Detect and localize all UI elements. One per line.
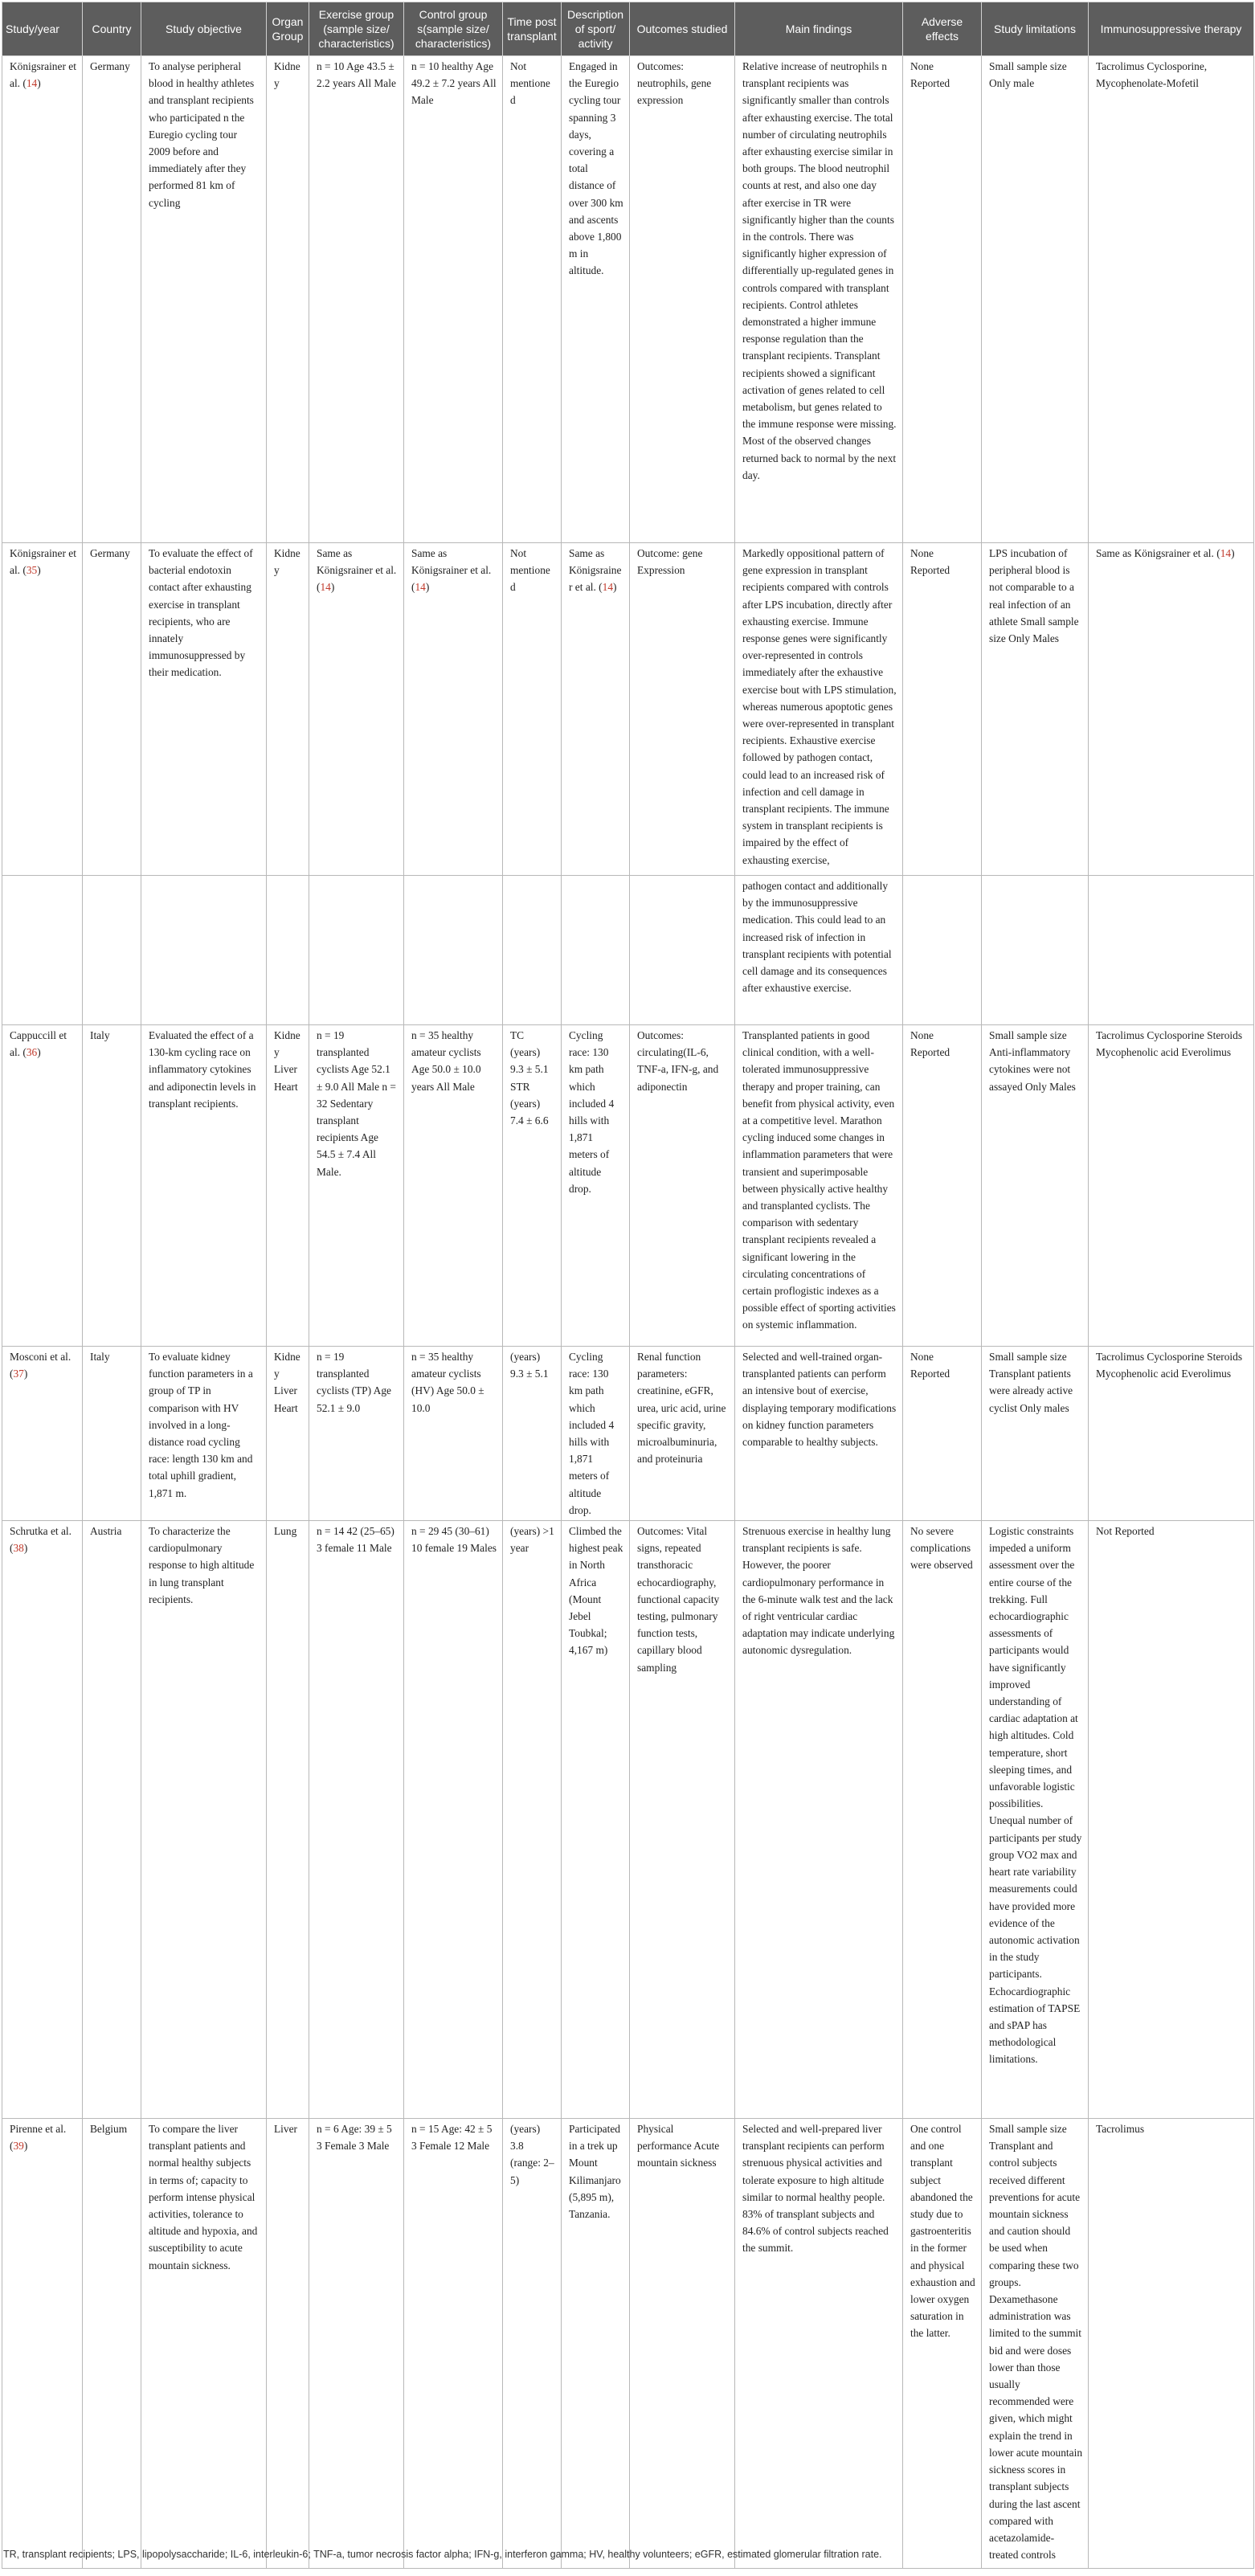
reference-link[interactable]: 36 xyxy=(26,1046,38,1059)
cell-study xyxy=(2,1025,83,1347)
cell-therapy: Tacrolimus Cyclosporine, Mycophenolate-Mofetil xyxy=(1089,56,1254,543)
cell-exercise-group: n = 10 Age 43.5 ± 2.2 years All Male xyxy=(309,56,404,543)
cell-objective: To analyse peripheral blood in healthy athletes and transplant recipients who participated n the Euregio cycling tour 2009 before and immediately after they performed 81 km of cycling xyxy=(141,56,267,543)
cell-findings: Markedly oppositional pattern of gene expression in transplant recipients compared with controls after LPS incubation, directly after exhausting exercise. Immune response genes were significantly over-represented in controls immediately after the exhaustive exercise bout with LPS stimulation, whereas numerous apoptotic genes were over-represented in transplant recipients. Exhaustive exercise followed by pathogen contact, could lead to an increased risk of infection and cell damage in transplant recipients. The immune system in transplant recipients is impaired by the effect of exhausting exercise, xyxy=(735,543,903,876)
cell-therapy: Tacrolimus Cyclosporine Steroids Mycophenolic acid Everolimus xyxy=(1089,1347,1254,1521)
cell-country: Italy xyxy=(83,1347,141,1521)
table-header-row xyxy=(2,2,1254,56)
header-sport: Description of sport/ activity xyxy=(562,2,630,56)
cell-country: Austria xyxy=(83,1521,141,2119)
cell-limitations: Small sample size Anti-inflammatory cytokines were not assayed Only Males xyxy=(982,1025,1089,1347)
header-limitations: Study limitations xyxy=(982,2,1089,56)
cell-exercise-group: n = 14 42 (25–65) 3 female 11 Male xyxy=(309,1521,404,2119)
cell-country: Italy xyxy=(83,1025,141,1347)
header-country: Country xyxy=(83,2,141,56)
cell-limitations: Small sample size Transplant patients were already active cyclist Only males xyxy=(982,1347,1089,1521)
study-author: Pirenne et al. ( xyxy=(10,2123,67,2153)
cell-exercise-group xyxy=(309,543,404,876)
table-row-continuation xyxy=(2,876,1254,1025)
reference-link[interactable]: 39 xyxy=(13,2140,24,2153)
cell-findings: Relative increase of neutrophils n transplant recipients was significantly smaller than controls after exhausting exercise. The total number of circulating neutrophils after exhausting exercise similar in both groups. The blood neutrophil counts at rest, and also one day after exercise in TR were significantly higher than the counts in the controls. There was significantly higher expression of differentially up-regulated genes in controls compared with transplant recipients. Control athletes demonstrated a higher immune response regulation than the transplant recipients. Transplant recipients showed a significant activation of genes related to cell metabolism, but genes related to the immune response were missing. Most of the observed changes returned back to normal by the next day. xyxy=(735,56,903,543)
cell-outcomes: Outcomes: Vital signs, repeated transthoracic echocardiography, functional capacity testing, pulmonary function tests, capillary blood sampling xyxy=(630,1521,735,2119)
cell-limitations: Logistic constraints impeded a uniform assessment over the entire course of the trekking. Full echocardiographic assessments of participants would have significantly improved understanding of cardiac adaptation at high altitudes. Cold temperature, short sleeping times, and unfavorable logistic possibilities. Unequal number of participants per study group VO2 max and heart rate variability measurements could have provided more evidence of the autonomic activation in the study participants. Echocardiographic estimation of TAPSE and sPAP has methodological limitations. xyxy=(982,1521,1089,2119)
same-as-text: Same as Königsrainer et al. ( xyxy=(411,547,492,594)
header-findings: Main findings xyxy=(735,2,903,56)
cell-sport: Cycling race: 130 km path which included 4 hills with 1,871 meters of altitude drop. xyxy=(562,1025,630,1347)
cell-control-group: n = 10 healthy Age 49.2 ± 7.2 years All Male xyxy=(404,56,503,543)
header-control-group: Control group s(sample size/ characteristics) xyxy=(404,2,503,56)
paren: ) xyxy=(37,77,41,90)
cell-study xyxy=(2,2119,83,2569)
cell-study xyxy=(2,56,83,543)
study-author: Mosconi et al. ( xyxy=(10,1351,72,1380)
cell-findings: Transplanted patients in good clinical condition, with a well-tolerated immunosuppressive therapy and proper training, can benefit from physical activity, even at a competitive level. Marathon cycling induced some changes in inflammation parameters that were transient and superimposable between physically active healthy and transplanted cyclists. The comparison with sedentary transplant recipients revealed a significant lowering in the circulating concentrations of certain proflogistic indexes as a possible effect of sporting activities on systemic inflammation. xyxy=(735,1025,903,1347)
cell-sport xyxy=(562,543,630,876)
cell-adverse: None Reported xyxy=(903,56,982,543)
reference-link[interactable]: 14 xyxy=(26,77,38,90)
same-as-text: Same as Königsrainer et al. ( xyxy=(317,547,397,594)
paren: ) xyxy=(37,564,41,577)
reference-link[interactable]: 14 xyxy=(1220,547,1232,559)
cell-time-post: (years) 9.3 ± 5.1 xyxy=(503,1347,562,1521)
study-author: Königsrainer et al. ( xyxy=(10,60,76,90)
paren: ) xyxy=(1231,547,1235,559)
cell-control-group: n = 35 healthy amateur cyclists (HV) Age 50.0 ± 10.0 xyxy=(404,1347,503,1521)
reference-link[interactable]: 14 xyxy=(602,581,614,594)
cell-adverse: None Reported xyxy=(903,543,982,876)
cell-outcomes: Outcome: gene Expression xyxy=(630,543,735,876)
cell-findings-continued: pathogen contact and additionally by the immunosuppressive medication. This could lead to an increased risk of infection in transplant recipients with potential cell damage and its consequences after exhaustive exercise. xyxy=(735,876,903,1025)
reference-link[interactable]: 38 xyxy=(13,1542,24,1555)
study-author: Schrutka et al. ( xyxy=(10,1525,72,1555)
cell-adverse: One control and one transplant subject abandoned the study due to gastroenteritis in the former and physical exhaustion and lower oxygen saturation in the latter. xyxy=(903,2119,982,2569)
cell-adverse: No severe complications were observed xyxy=(903,1521,982,2119)
paren: ) xyxy=(425,581,430,594)
header-study: Study/year xyxy=(2,2,83,56)
cell-limitations: Small sample size Only male xyxy=(982,56,1089,543)
cell-therapy xyxy=(1089,543,1254,876)
cell-control-group: n = 35 healthy amateur cyclists Age 50.0 ± 10.0 years All Male xyxy=(404,1025,503,1347)
cell-country: Germany xyxy=(83,543,141,876)
cell-objective: To evaluate kidney function parameters in a group of TP in comparison with HV involved in a long-distance road cycling race: length 130 km and total uphill gradient, 1,871 m. xyxy=(141,1347,267,1521)
paren: ) xyxy=(330,581,335,594)
paren: ) xyxy=(23,2140,28,2153)
header-outcomes: Outcomes studied xyxy=(630,2,735,56)
cell-organ: Kidney Liver Heart xyxy=(267,1025,309,1347)
cell-time-post: (years) >1 year xyxy=(503,1521,562,2119)
table-row xyxy=(2,1521,1254,2119)
study-author: Cappuccill et al. ( xyxy=(10,1029,67,1059)
cell-therapy: Tacrolimus xyxy=(1089,2119,1254,2569)
cell-outcomes: Physical performance Acute mountain sickness xyxy=(630,2119,735,2569)
header-organ: Organ Group xyxy=(267,2,309,56)
table-footnote: TR, transplant recipients; LPS, lipopolysaccharide; IL-6, interleukin-6; TNF-a, tumor necrosis factor alpha; IFN-g, interferon gamma; HV, healthy volunteers; eGFR, estimated glomerular filtration rate. xyxy=(3,2549,882,2560)
cell-objective: To compare the liver transplant patients and normal healthy subjects in terms of; capacity to perform intense physical activities, tolerance to altitude and hypoxia, and susceptibility to acute mountain sickness. xyxy=(141,2119,267,2569)
cell-sport: Climbed the highest peak in North Africa (Mount Jebel Toubkal; 4,167 m) xyxy=(562,1521,630,2119)
reference-link[interactable]: 37 xyxy=(13,1368,24,1380)
cell-time-post: Not mentioned xyxy=(503,543,562,876)
header-adverse: Adverse effects xyxy=(903,2,982,56)
table-row xyxy=(2,56,1254,543)
header-objective: Study objective xyxy=(141,2,267,56)
cell-objective: Evaluated the effect of a 130-km cycling race on inflammatory cytokines and adiponectin levels in transplant recipients. xyxy=(141,1025,267,1347)
study-author: Königsrainer et al. ( xyxy=(10,547,76,577)
cell-control-group: n = 29 45 (30–61) 10 female 19 Males xyxy=(404,1521,503,2119)
reference-link[interactable]: 14 xyxy=(415,581,426,594)
cell-control-group: n = 15 Age: 42 ± 5 3 Female 12 Male xyxy=(404,2119,503,2569)
cell-objective: To evaluate the effect of bacterial endotoxin contact after exhausting exercise in transplant recipients, who are innately immunosuppressed by their medication. xyxy=(141,543,267,876)
cell-adverse: None Reported xyxy=(903,1347,982,1521)
cell-time-post: TC (years) 9.3 ± 5.1 STR (years) 7.4 ± 6.6 xyxy=(503,1025,562,1347)
cell-organ: Kidney Liver Heart xyxy=(267,1347,309,1521)
cell-therapy: Not Reported xyxy=(1089,1521,1254,2119)
cell-country: Belgium xyxy=(83,2119,141,2569)
cell-study xyxy=(2,543,83,876)
studies-table xyxy=(2,2,1254,2569)
cell-findings: Selected and well-prepared liver transplant recipients can perform strenuous physical activities and tolerate exposure to high altitude similar to normal healthy people. 83% of transplant subjects and 84.6% of control subjects reached the summit. xyxy=(735,2119,903,2569)
cell-organ: Kidney xyxy=(267,56,309,543)
cell-adverse: None Reported xyxy=(903,1025,982,1347)
cell-therapy: Tacrolimus Cyclosporine Steroids Mycophenolic acid Everolimus xyxy=(1089,1025,1254,1347)
cell-time-post: (years) 3.8 (range: 2–5) xyxy=(503,2119,562,2569)
cell-time-post: Not mentioned xyxy=(503,56,562,543)
paren: ) xyxy=(37,1046,41,1059)
cell-limitations: Small sample size Transplant and control subjects received different preventions for acute mountain sickness and caution should be used when comparing these two groups. Dexamethasone administration was limited to the summit bid and were doses lower than those usually recommended were given, which might explain the trend in lower acute mountain sickness scores in transplant subjects during the last ascent compared with acetazolamide-treated controls xyxy=(982,2119,1089,2569)
cell-outcomes: Renal function parameters: creatinine, eGFR, urea, uric acid, urine specific gravity, microalbuminuria, and proteinuria xyxy=(630,1347,735,1521)
cell-sport: Cycling race: 130 km path which included 4 hills with 1,871 meters of altitude drop. xyxy=(562,1347,630,1521)
reference-link[interactable]: 35 xyxy=(26,564,38,577)
reference-link[interactable]: 14 xyxy=(320,581,331,594)
cell-objective: To characterize the cardiopulmonary response to high altitude in lung transplant recipients. xyxy=(141,1521,267,2119)
cell-sport: Engaged in the Euregio cycling tour spanning 3 days, covering a total distance of over 300 km and ascents above 1,800 m in altitude. xyxy=(562,56,630,543)
cell-findings: Strenuous exercise in healthy lung transplant recipients is safe. However, the poorer cardiopulmonary performance in the 6-minute walk test and the lack of right ventricular cardiac adaptation may indicate underlying autonomic dysregulation. xyxy=(735,1521,903,2119)
header-therapy: Immunosuppressive therapy xyxy=(1089,2,1254,56)
cell-study xyxy=(2,1521,83,2119)
cell-organ: Kidney xyxy=(267,543,309,876)
cell-findings: Selected and well-trained organ-transplanted patients can perform an intensive bout of exercise, displaying temporary modifications on kidney function parameters comparable to healthy subjects. xyxy=(735,1347,903,1521)
cell-exercise-group: n = 19 transplanted cyclists Age 52.1 ± 9.0 All Male n = 32 Sedentary transplant recipients Age 54.5 ± 7.4 All Male. xyxy=(309,1025,404,1347)
cell-outcomes: Outcomes: neutrophils, gene expression xyxy=(630,56,735,543)
paren: ) xyxy=(23,1368,28,1380)
table-row xyxy=(2,1025,1254,1347)
paren: ) xyxy=(23,1542,28,1555)
cell-exercise-group: n = 19 transplanted cyclists (TP) Age 52.1 ± 9.0 xyxy=(309,1347,404,1521)
cell-limitations: LPS incubation of peripheral blood is not comparable to a real infection of an athlete Small sample size Only Males xyxy=(982,543,1089,876)
cell-country: Germany xyxy=(83,56,141,543)
cell-exercise-group: n = 6 Age: 39 ± 5 3 Female 3 Male xyxy=(309,2119,404,2569)
header-exercise-group: Exercise group (sample size/ characteristics) xyxy=(309,2,404,56)
paren: ) xyxy=(613,581,617,594)
cell-study xyxy=(2,1347,83,1521)
cell-organ: Lung xyxy=(267,1521,309,2119)
cell-organ: Liver xyxy=(267,2119,309,2569)
same-as-text: Same as Königsrainer et al. ( xyxy=(1096,547,1220,559)
cell-control-group xyxy=(404,543,503,876)
header-time-post: Time post transplant xyxy=(503,2,562,56)
table-row xyxy=(2,543,1254,876)
same-as-text: Same as Königsrainer et al. ( xyxy=(569,547,622,594)
cell-sport: Participated in a trek up Mount Kilimanjaro (5,895 m), Tanzania. xyxy=(562,2119,630,2569)
table-row xyxy=(2,1347,1254,1521)
cell-outcomes: Outcomes: circulating(IL-6, TNF-a, IFN-g, and adiponectin xyxy=(630,1025,735,1347)
table-row xyxy=(2,2119,1254,2569)
